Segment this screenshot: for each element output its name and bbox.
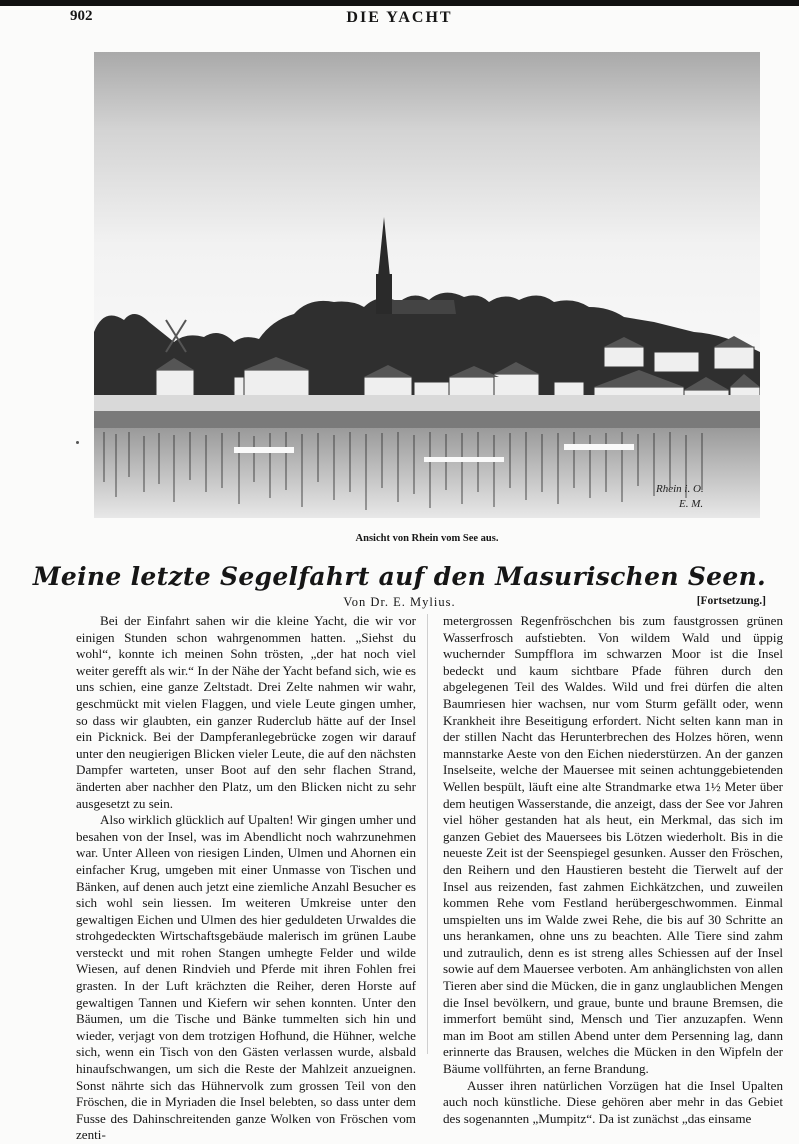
illustration-caption: Ansicht von Rhein vom See aus. <box>355 533 499 544</box>
signature-line-2: E. M. <box>679 498 704 510</box>
top-rule <box>0 0 799 6</box>
article-title: Meine letzte Segelfahrt auf den Masurischen Seen. <box>32 562 767 591</box>
left-column <box>76 613 416 1144</box>
town-view-illustration <box>94 52 760 518</box>
running-head: DIE YACHT <box>346 9 453 26</box>
paragraph: Bei der Einfahrt sahen wir die kleine Yacht, die wir vor einigen Stunden schon wahrgenommen hatten. „Siehst du wohl“, konnte ich meinen Sohn trösten, „der hat noch viel weiter gerefft als wir.“ In der Nähe der Yacht befand sich, wie es uns schien, eine ganze Zeltstadt. Drei Zelte nahmen wir wahr, geschmückt mit vielen Flaggen, und viele Leute gingen umher, so dass wir glaubten, ein ganzer Ruderclub hätte auf der Insel ein Picknick. Bei der Dampferanlegebrücke zogen wir darauf unter den neugierigen Blicken vieler Leute, die auf den nächsten Dampfer warteten, unser Boot auf den sehr flachen Strand, änderten aber nachher den Platz, um den Blicken nicht zu sehr ausgesetzt zu sein. <box>76 613 416 811</box>
paragraph: Also wirklich glücklich auf Upalten! Wir gingen umher und besahen von der Insel, was im Abendlicht noch wahrzunehmen war. Unter Alleen von riesigen Linden, Ulmen und Ahornen ein einfacher Krug, umgeben mit einer Unmasse von Tischen und Bänken, auf denen auch jetzt eine ziemliche Anzahl Besucher es sich wohl sein liessen. Im weiteren Umkreise unter den gewaltigen Eichen und Ulmen des hier geduldeten Urwaldes die strohgedeckten Wirtschaftsgebäude malerisch im grünen Laube versteckt und mit rohen Stangen umhegte Felder und wilde Wiesen, auf denen Rindvieh und Pferde mit ihren Fohlen frei grasten. In der Luft krächzten die Reiher, deren Horste auf gewaltigen Tannen und Kiefern wir sehen konnten. Unter den Bäumen, um die Tische und Bänke tummelten sich hin und wieder, verjagt von dem trotzigen Hofhund, die Hühner, welche sich, wenn ein Tisch von den Gästen verlassen wurde, alsbald hinaufschwangen, um sich die Reste der Mahlzeit anzueignen. Sonst nährte sich das Hühnervolk zum grossen Teil von den Fröschen, die in Myriaden die Insel belebten, so dass unter dem Fusse des Dahinschreitenden ganze Wolken von Fröschen vom zenti- <box>76 812 416 1143</box>
signature-line-1: Rhein i. O. <box>656 483 704 495</box>
right-column <box>443 613 783 1127</box>
article-author: Von Dr. E. Mylius. <box>343 595 456 609</box>
column-divider <box>427 614 428 1054</box>
print-speck <box>76 441 79 444</box>
paragraph: Ausser ihren natürlichen Vorzügen hat die Insel Upalten auch noch künstliche. Diese gehören aber mehr in das Gebiet des sogenannten „Mumpitz“. Da ist zunächst „das einsame <box>443 1077 783 1126</box>
page-number: 902 <box>70 8 93 24</box>
continuation-note: [Fortsetzung.] <box>696 595 766 607</box>
paragraph: metergrossen Regenfröschchen bis zum faustgrossen grünen Wasserfrosch aufstiebten. Von wildem Wald und üppig wuchernder Sumpfflora im schwarzen Moor ist die Insel bedeckt und kaum sichtbare Pfade führen durch den abgelegenen Teil des Waldes. Wild und frei dürfen die alten Baumriesen hier wachsen, nur vom Sturm gefällt oder, wenn Krankheit ihre Beseitigung erfordert. Nicht selten kann man in der stillen Nacht das Herunterbrechen des Holzes hören, wenn mannstarke Aeste von den Eichen niederstürzen. An der ganzen Inselseite, welche der Mauersee mit seinen achtunggebietenden Wellen bespült, läuft eine alte Strandmarke etwa 1½ Meter über dem heutigen Wasserstande, die anzeigt, dass der See vor Jahren viel höher gestanden hat als heut, ein Merkmal, das sich im ganzen Gebiet des Mauersees bis Lötzen wiederholt. Bis in die neueste Zeit ist der Seenspiegel gesunken. Ausser den Fröschen, den Reihern und den Haustieren besteht die Tierwelt auf der Insel aus reizenden, fast zahmen Eichkätzchen, und zuweilen kommen Rehe vom Festland herübergeschwommen. Einmal umspielten uns im Walde zwei Rehe, die bis auf 30 Schritte an uns herankamen, ohne uns zu beachten. Alle Tiere sind zahm und zutraulich, denn es ist streng alles Schiessen auf der Insel sowie auf dem Mauersee verboten. Am anhänglichsten von allen Tieren aber sind die Mücken, die in ganz unglaublichen Mengen die Insel bevölkern, und graue, bunte und braune Bremsen, die immerfort bemüht sind, Mensch und Tier anzuzapfen. Wenn man im Boot am stillen Abend unter dem Persenning lag, dann erinnerte das Brausen, welches die Mücken in den Wipfeln der Bäume vollführten, an ferne Brandung. <box>443 613 783 1077</box>
